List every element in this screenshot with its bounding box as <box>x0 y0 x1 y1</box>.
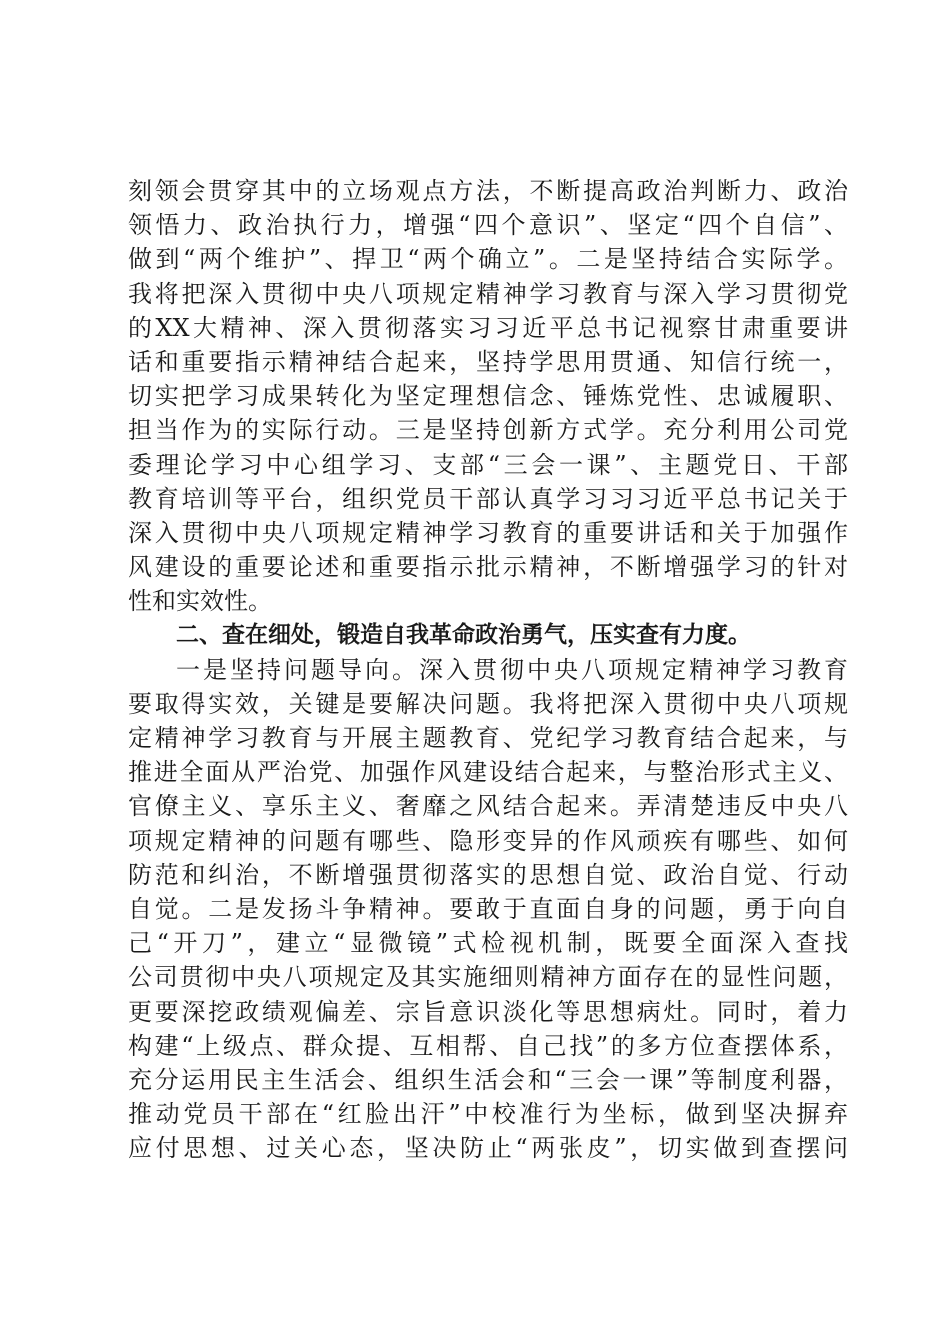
paragraph-1 <box>128 174 848 618</box>
text-line: 性和实效性。 <box>128 587 272 616</box>
text-line: 做到“两个维护”、捍卫“两个确立”。二是坚持结合实际学。 <box>128 245 848 274</box>
text-line: 领悟力、政治执行力，增强“四个意识”、坚定“四个自信”、 <box>128 211 848 240</box>
text-line: 项规定精神的问题有哪些、隐形变异的作风顽疾有哪些、如何 <box>128 826 848 855</box>
text-line: 更要深挖政绩观偏差、宗旨意识淡化等思想病灶。同时，着力 <box>128 997 848 1026</box>
text-line: 推进全面从严治党、加强作风建设结合起来，与整治形式主义、 <box>128 758 848 787</box>
paragraph-2 <box>128 653 848 1166</box>
text-line: 一是坚持问题导向。深入贯彻中央八项规定精神学习教育 <box>176 655 848 684</box>
text-line: 防范和纠治，不断增强贯彻落实的思想自觉、政治自觉、行动 <box>128 860 848 889</box>
text-line: 切实把学习成果转化为坚定理想信念、锤炼党性、忠诚履职、 <box>128 382 848 411</box>
text-line: 刻领会贯穿其中的立场观点方法，不断提高政治判断力、政治 <box>128 177 848 205</box>
text-line: 风建设的重要论述和重要指示批示精神，不断增强学习的针对 <box>128 553 848 582</box>
text-line: 定精神学习教育与开展主题教育、党纪学习教育结合起来，与 <box>128 724 848 752</box>
text-line: 担当作为的实际行动。三是坚持创新方式学。充分利用公司党 <box>128 416 848 445</box>
text-line: 深入贯彻中央八项规定精神学习教育的重要讲话和关于加强作 <box>128 518 848 547</box>
text-line: 委理论学习中心组学习、支部“三会一课”、主题党日、干部 <box>128 450 848 479</box>
text-line: 的XX大精神、深入贯彻落实习习近平总书记视察甘肃重要讲 <box>128 313 848 342</box>
section-heading: 二、查在细处，锻造自我革命政治勇气，压实查有力度。 <box>176 622 751 649</box>
text-line: 我将把深入贯彻中央八项规定精神学习教育与深入学习贯彻党 <box>128 279 848 308</box>
text-line: 话和重要指示精神结合起来，坚持学思用贯通、知信行统一， <box>128 347 848 376</box>
text-line: 官僚主义、享乐主义、奢靡之风结合起来。弄清楚违反中央八 <box>128 792 848 821</box>
text-line: 公司贯彻中央八项规定及其实施细则精神方面存在的显性问题， <box>128 963 848 992</box>
document-body <box>128 174 848 1165</box>
text-line: 己“开刀”，建立“显微镜”式检视机制，既要全面深入查找 <box>128 929 848 958</box>
text-line: 应付思想、过关心态，坚决防止“两张皮”，切实做到查摆问 <box>128 1134 848 1163</box>
text-line: 构建“上级点、群众提、互相帮、自己找”的多方位查摆体系， <box>128 1031 848 1060</box>
text-line: 推动党员干部在“红脸出汗”中校准行为坐标，做到坚决摒弃 <box>128 1100 848 1129</box>
text-line: 自觉。二是发扬斗争精神。要敢于直面自身的问题，勇于向自 <box>128 894 848 923</box>
text-line: 充分运用民主生活会、组织生活会和“三会一课”等制度利器， <box>128 1065 848 1094</box>
text-line: 要取得实效，关键是要解决问题。我将把深入贯彻中央八项规 <box>128 689 848 718</box>
text-line: 教育培训等平台，组织党员干部认真学习习习近平总书记关于 <box>128 484 848 513</box>
